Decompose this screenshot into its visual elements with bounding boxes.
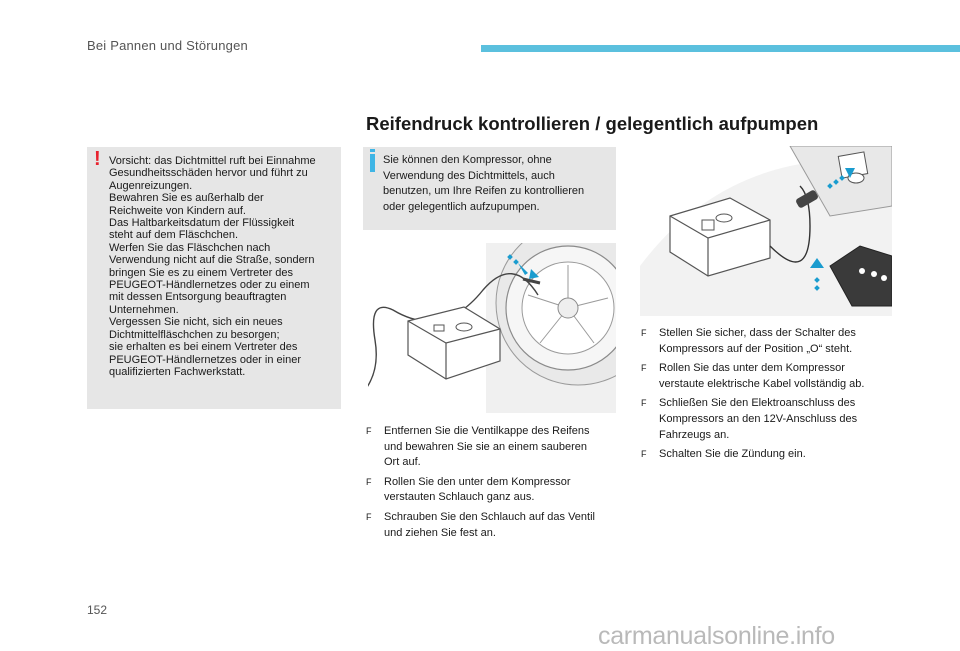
bullet-mark: F (366, 511, 372, 522)
step-text-line: Fahrzeugs an. (659, 428, 730, 441)
text-line: PEUGEOT-Händlernetzes oder in einer (109, 353, 301, 366)
bullet-mark: F (366, 426, 372, 436)
text-line: benutzen, um Ihre Reifen zu kontrollieren (383, 185, 585, 197)
bullet-mark: F (366, 476, 372, 487)
info-text (383, 153, 610, 215)
step-text-line: Rollen Sie das unter dem Kompressor (659, 362, 845, 375)
text-line: Dichtmittelfläschchen zu besorgen; (109, 328, 280, 341)
step-item (641, 396, 891, 443)
step-text-line: Kompressors auf der Position „O“ steht. (659, 342, 853, 355)
text-line: Sie können den Kompressor, ohne (383, 154, 552, 166)
text-line: Reichweite von Kindern auf. (109, 204, 246, 217)
step-text-line: Schalten Sie die Zündung ein. (659, 448, 806, 461)
step-item (366, 475, 616, 506)
page-number: 152 (87, 603, 108, 617)
warning-text (109, 155, 335, 378)
info-box (363, 147, 616, 230)
text-line: oder gelegentlich aufzupumpen. (383, 200, 540, 213)
text-line: bringen Sie es zu einem Vertreter des (109, 266, 294, 279)
step-item (641, 326, 891, 357)
text-line: Werfen Sie das Fläschchen nach (109, 241, 271, 254)
step-item (366, 510, 616, 541)
step-item (641, 361, 891, 392)
step-item (641, 447, 891, 463)
step-text-line: und ziehen Sie fest an. (384, 526, 496, 539)
warning-box (87, 147, 341, 409)
exclamation-icon: ! (94, 148, 101, 170)
text-line: qualifizierten Fachwerkstatt. (109, 365, 246, 378)
step-text-line: Schließen Sie den Elektroanschluss des (659, 397, 856, 410)
text-line: mit dessen Entsorgung beauftragten (109, 291, 287, 304)
text-line: Gesundheitsschäden hervor und führt zu (109, 167, 308, 180)
page-title: Reifendruck kontrollieren / gelegentlich aufpumpen (366, 113, 819, 134)
step-text-line: Stellen Sie sicher, dass der Schalter des (659, 327, 856, 339)
step-text-line: Ort auf. (384, 456, 421, 469)
step-item (366, 424, 616, 471)
step-text-line: verstauten Schlauch ganz aus. (384, 491, 535, 504)
watermark: carmanualsonline.info (598, 622, 835, 650)
text-line: Vergessen Sie nicht, sich ein neues (109, 316, 283, 329)
text-line: sie erhalten es bei einem Vertreter des (109, 341, 298, 354)
section-title: Bei Pannen und Störungen (87, 38, 248, 53)
text-line: steht auf dem Fläschchen. (109, 229, 239, 242)
text-line: Verwendung des Dichtmittels, auch (383, 169, 555, 182)
bullet-mark: F (641, 363, 647, 374)
text-line: Verwendung nicht auf die Straße, sondern (109, 254, 315, 267)
text-line: Augenreizungen. (109, 179, 193, 192)
info-icon (370, 154, 375, 172)
step-text-line: verstaute elektrische Kabel vollständig ab. (659, 377, 865, 390)
step-text-line: Rollen Sie den unter dem Kompressor (384, 475, 571, 488)
bullet-mark: F (641, 398, 647, 409)
text-line: Das Haltbarkeitsdatum der Flüssigkeit (109, 217, 295, 230)
step-text-line: Kompressors an den 12V-Anschluss des (659, 412, 858, 425)
step-text-line: Schrauben Sie den Schlauch auf das Ventil (384, 510, 595, 523)
compressor-12v-illustration (640, 146, 892, 316)
left-step-list (366, 424, 616, 545)
bullet-mark: F (641, 328, 647, 338)
step-text-line: und bewahren Sie sie an einem sauberen (384, 440, 588, 453)
right-step-list (641, 326, 891, 467)
text-line: PEUGEOT-Händlernetzes oder zu einem (109, 279, 310, 292)
text-line: Unternehmen. (109, 303, 179, 316)
tyre-inflation-illustration (368, 243, 616, 413)
bullet-mark: F (641, 449, 647, 460)
text-line: Bewahren Sie es außerhalb der (109, 192, 264, 205)
step-text-line: Entfernen Sie die Ventilkappe des Reifens (384, 425, 590, 437)
text-line: Vorsicht: das Dichtmittel ruft bei Einnahme (109, 155, 316, 167)
header-accent-bar (481, 45, 960, 52)
